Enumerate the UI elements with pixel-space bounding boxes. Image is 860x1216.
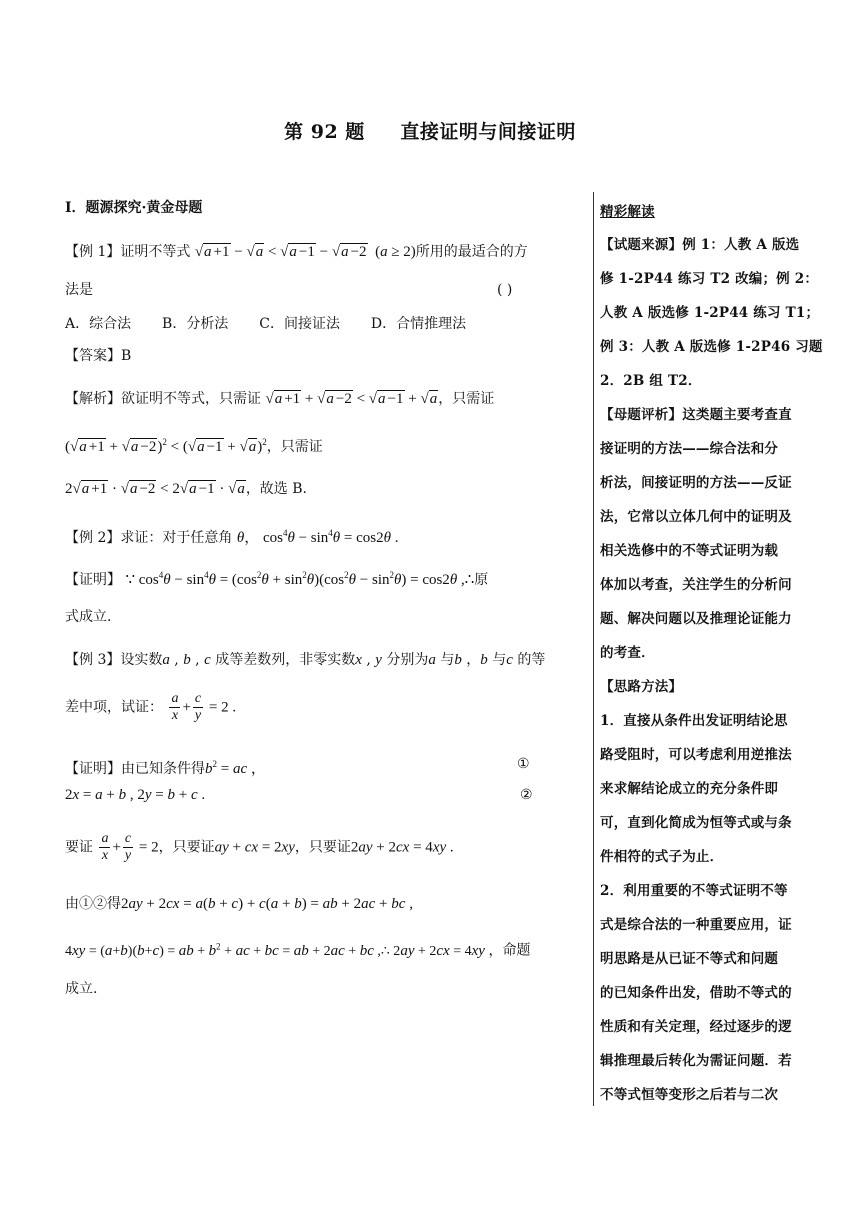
sidebar-line: 1．直接从条件出发证明结论思 bbox=[600, 713, 788, 729]
ex3-text-a: 设实数 bbox=[120, 652, 163, 668]
ex3-proof-2: 2x = a + b , 2y = b + c . bbox=[65, 787, 206, 803]
answer-label: 【答案】 bbox=[65, 348, 121, 364]
sidebar bbox=[600, 200, 823, 1112]
ex2-proof-1 bbox=[65, 565, 488, 590]
ex2-proof-formula: ∵ $\cos^4\theta - \sin^4\theta = (\cos^2\theta + \sin^2\theta)(\cos^2\theta - \sin^2\theta) = \cos 2\theta$ ,∴ bbox=[125, 570, 475, 588]
ex3-proof-4: 由①②得2ay + 2cx = a(b + c) + c(a + b) = ab + 2ac + bc , bbox=[65, 896, 413, 912]
ex1-analysis-3 bbox=[65, 479, 307, 499]
ex3-proof-text: 由已知条件得 bbox=[121, 761, 205, 777]
sidebar-line: 路受阻时，可以考虑利用逆推法 bbox=[600, 747, 792, 763]
ex3-proof-6: 成立. bbox=[65, 981, 98, 997]
sidebar-line: 接证明的方法——综合法和分 bbox=[600, 441, 779, 457]
sidebar-line: 2．2B 组 T2． bbox=[600, 373, 702, 389]
sidebar-line: 题、解决问题以及推理论证能力 bbox=[600, 611, 792, 627]
ex3-line2-text: 差中项，试证： bbox=[65, 699, 163, 716]
ex3-text-f: 的等 bbox=[517, 652, 546, 668]
ex3-proof-5: 4xy = (a+b)(b+c) = ab + $b^2$ + ac + bc = ab + 2ac + bc ,∴ 2ay + 2cx = 4xy ，命题 bbox=[65, 941, 531, 959]
sidebar-line: 可，直到化简成为恒等式或与条 bbox=[600, 815, 792, 831]
ex1-analysis-2 bbox=[65, 432, 323, 457]
sidebar-line: 辑推理最后转化为需证问题．若 bbox=[600, 1053, 792, 1069]
sidebar-line: 的已知条件出发，借助不等式的 bbox=[600, 985, 792, 1001]
analysis-formula-2: $(√a +1 + √a -2)^2 < (√a -1 + √a)^2$ bbox=[65, 437, 267, 455]
sidebar-line: 【思路方法】 bbox=[600, 679, 683, 695]
sidebar-line: 体加以考查，关注学生的分析问 bbox=[600, 577, 792, 593]
ex3-p4a: 由①②得 bbox=[65, 896, 121, 912]
ex3-text-d: 与 bbox=[440, 652, 455, 668]
page-title: 第 92 题 直接证明与间接证明 bbox=[284, 121, 576, 143]
ex3-text-b: 成等差数列，非零实数 bbox=[215, 652, 356, 668]
ex2-proof-tail: 原 bbox=[474, 572, 489, 588]
ex1-analysis-1 bbox=[65, 389, 494, 409]
sidebar-line: 【试题来源】例 1：人教 A 版选 bbox=[600, 237, 800, 253]
column-divider bbox=[593, 192, 594, 1106]
ex3-p3a: 要证 bbox=[65, 839, 93, 856]
answer-value: B bbox=[121, 348, 132, 364]
sidebar-line: 人教 A 版选修 1-2P44 练习 T1； bbox=[600, 305, 820, 321]
sidebar-line: 来求解结论成立的充分条件即 bbox=[600, 781, 779, 797]
analysis-text-2: ，只需证 bbox=[438, 391, 495, 407]
circle-mark-2: ② bbox=[520, 787, 533, 803]
ex3-p5tail: 命题 bbox=[502, 942, 531, 959]
ex3-text-d2: 与 bbox=[492, 652, 507, 668]
sidebar-heading: 精彩解读 bbox=[600, 204, 655, 220]
ex1-line2: 法是 bbox=[65, 282, 93, 298]
ex1-answer bbox=[65, 346, 131, 366]
ex1-line1 bbox=[65, 242, 528, 262]
ex1-text-prefix: 证明不等式 bbox=[120, 244, 191, 260]
ex3-proof-label: 【证明】 bbox=[65, 761, 121, 777]
analysis-formula-3: 2√a +1 · √a −2 < 2√a −1 · √a bbox=[65, 481, 245, 497]
ex1-label: 【例 1】 bbox=[65, 244, 121, 260]
sidebar-line: 2．利用重要的不等式证明不等 bbox=[600, 883, 788, 899]
analysis-label: 【解析】 bbox=[65, 391, 121, 407]
analysis-text-4: ，故选 B. bbox=[245, 481, 308, 497]
ex2-line1 bbox=[65, 523, 399, 548]
ex3-line2: 差中项，试证： $\frac{a}{x}$ + $\frac{c}{y}$ = 2 . bbox=[65, 691, 237, 723]
ex2-formula: θ， $\cos^4\theta - \sin^4\theta = \cos 2\theta$ . bbox=[236, 528, 399, 546]
analysis-formula-1: √a +1 + √a −2 < √a −1 + √a bbox=[265, 391, 438, 407]
sidebar-line: 明思路是从已证不等式和问题 bbox=[600, 951, 779, 967]
analysis-text-1: 欲证明不等式，只需证 bbox=[121, 391, 261, 407]
ex3-p3c: ，只要证 bbox=[294, 839, 351, 856]
option-b: B．分析法 bbox=[162, 316, 229, 332]
sidebar-line: 【母题评析】这类题主要考查直 bbox=[600, 407, 792, 423]
ex2-proof-2: 式成立. bbox=[65, 609, 112, 625]
ex3-label: 【例 3】 bbox=[65, 652, 121, 668]
ex3-proof-1: 【证明】由已知条件得$b^2$ = ac ， bbox=[65, 759, 266, 777]
ex2-label: 【例 2】 bbox=[65, 530, 121, 546]
circle-mark-1: ① bbox=[517, 756, 530, 772]
ex1-formula: √a +1 − √a < √a −1 − √a −2 (a ≥ 2) bbox=[194, 244, 416, 260]
ex2-proof-label: 【证明】 bbox=[65, 572, 121, 588]
option-c: C．间接证法 bbox=[259, 316, 340, 332]
sidebar-line: 相关选修中的不等式证明为载 bbox=[600, 543, 779, 559]
option-a: A．综合法 bbox=[65, 316, 132, 332]
section-heading: I．题源探究·黄金母题 bbox=[65, 200, 203, 216]
sidebar-line: 修 1-2P44 练习 T2 改编；例 2： bbox=[600, 271, 819, 287]
ex3-p3b: ，只要证 bbox=[158, 839, 215, 856]
sidebar-line: 例 3：人教 A 版选修 1-2P46 习题 bbox=[600, 339, 823, 355]
sidebar-line: 件相符的式子为止． bbox=[600, 849, 724, 865]
ex3-proof-3: 要证 $\frac{a}{x}$ + $\frac{c}{y}$ = 2，只要证ay + cx = 2xy，只要证2ay + 2cx = 4xy . bbox=[65, 831, 454, 863]
sidebar-line: 性质和有关定理，经过逐步的逻 bbox=[600, 1019, 792, 1035]
sidebar-line: 式是综合法的一种重要应用，证 bbox=[600, 917, 792, 933]
ex1-options bbox=[65, 314, 466, 334]
sidebar-line: 析法，间接证明的方法——反证 bbox=[600, 475, 792, 491]
sidebar-line: 的考查． bbox=[600, 645, 655, 661]
ex3-text-c: 分别为 bbox=[386, 652, 429, 668]
ex2-text: 求证：对于任意角 bbox=[120, 530, 233, 546]
analysis-text-3: ，只需证 bbox=[266, 439, 323, 455]
sidebar-line: 不等式恒等变形之后若与二次 bbox=[600, 1087, 779, 1103]
ex1-answer-blank: ( ) bbox=[497, 282, 513, 298]
ex3-line1: 【例 3】设实数a , b , c 成等差数列，非零实数x , y 分别为a 与b ，b 与c 的等 bbox=[65, 652, 546, 668]
option-d: D．合情推理法 bbox=[370, 316, 467, 332]
ex1-text-suffix: 所用的最适合的方 bbox=[415, 244, 528, 260]
ex3-text-e: ， bbox=[466, 652, 481, 668]
sidebar-line: 法，它常以立体几何中的证明及 bbox=[600, 509, 792, 525]
